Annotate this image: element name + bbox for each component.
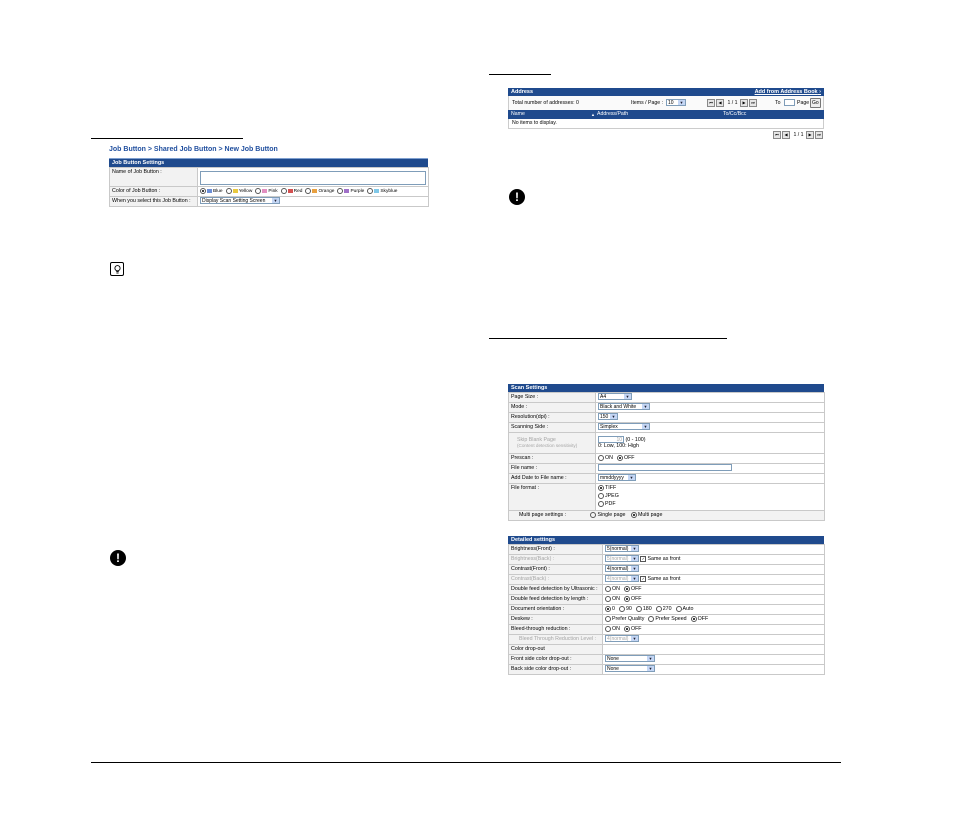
- address-table-header: [508, 110, 824, 119]
- mode-label: Mode :: [509, 403, 596, 413]
- color-option-pink[interactable]: Pink: [255, 189, 277, 194]
- last-page-icon[interactable]: ⏭: [815, 131, 823, 139]
- radio-icon: [605, 606, 611, 612]
- color-swatch-icon: [262, 189, 267, 193]
- color-swatch-icon: [312, 189, 317, 193]
- address-panel: [508, 88, 824, 141]
- when-select-label: When you select this Job Button :: [110, 197, 198, 207]
- scanning-side-label: Scanning Side :: [509, 423, 596, 433]
- last-page-icon[interactable]: ⏭: [749, 99, 757, 107]
- color-options: [198, 187, 429, 197]
- skip-blank-sublabel: (Content detection sensitivity): [517, 443, 578, 448]
- page-footer-rule: [91, 762, 841, 763]
- job-button-settings-panel: [109, 158, 428, 207]
- add-date-select[interactable]: mmddyyyy ▼: [598, 474, 636, 481]
- radio-icon: [619, 606, 625, 612]
- df-ultrasonic-on-radio[interactable]: ON: [605, 586, 620, 592]
- address-toolbar: [508, 96, 824, 110]
- orientation-radio-180[interactable]: 180: [636, 606, 652, 612]
- detailed-settings-header: Detailed settings: [508, 536, 824, 544]
- radio-icon: [648, 616, 654, 622]
- chevron-down-icon: ▼: [632, 546, 637, 552]
- job-button-settings-header: Job Button Settings: [109, 159, 428, 167]
- radio-icon: [255, 188, 261, 194]
- section-underline-scan: [489, 338, 727, 339]
- brightness-front-select[interactable]: 5(normal) ▼: [605, 545, 639, 552]
- bleed-level-label: Bleed Through Reduction Level :: [509, 635, 603, 645]
- radio-icon: [367, 188, 373, 194]
- df-ultrasonic-label: Double feed detection by Ultrasonic :: [509, 585, 603, 595]
- front-dropout-select[interactable]: None ▼: [605, 655, 655, 662]
- scan-settings-panel: Scan Settings Page Size : A4 ▼ Mode : Black and White ▼ Resolution(dpi) : 150 ▼ Scanning Side : Simplex ▼ Skip Blank Page (Content detection sensitivity) 10 (0 - 100) 0: Low, 100: High Prescan : ON OFF File name : Add Date to File name : mmddyyyy ▼ File format : TIFF JPEG PDF Multi page settings : Single page Multi page: [508, 384, 824, 521]
- df-length-label: Double feed detection by length :: [509, 595, 603, 605]
- deskew-radio-prefer-speed[interactable]: Prefer Speed: [648, 616, 686, 622]
- deskew-options: [603, 615, 825, 625]
- chevron-down-icon: ▼: [632, 576, 637, 582]
- radio-icon: [200, 188, 206, 194]
- page-label: Page: [797, 100, 810, 106]
- bleed-level-select[interactable]: 4(normal) ▼: [605, 635, 639, 642]
- bleed-on-radio[interactable]: ON: [605, 626, 620, 632]
- format-tiff-radio[interactable]: TIFF: [598, 484, 822, 492]
- chevron-down-icon: ▼: [629, 475, 634, 481]
- color-option-skyblue[interactable]: Skyblue: [367, 189, 397, 194]
- format-pdf-radio[interactable]: PDF: [598, 500, 822, 508]
- chevron-down-icon: ▼: [648, 666, 653, 672]
- color-dropout-label: Color drop-out: [509, 645, 603, 655]
- file-name-label: File name :: [509, 464, 596, 474]
- color-swatch-icon: [288, 189, 293, 193]
- chevron-down-icon: ▼: [643, 404, 648, 410]
- brightness-back-label: Brightness(Back) :: [509, 555, 603, 565]
- go-button[interactable]: Go: [812, 100, 819, 106]
- color-label: Color of Job Button :: [110, 187, 198, 197]
- breadcrumb: Job Button > Shared Job Button > New Job Button: [109, 146, 278, 153]
- pager-bottom: [508, 129, 824, 141]
- color-option-blue[interactable]: Blue: [200, 189, 223, 194]
- when-select-dropdown[interactable]: Display Scan Setting Screen ▼: [200, 197, 280, 204]
- brightness-same-as-front-checkbox[interactable]: ✓ Same as front: [641, 555, 681, 562]
- column-address-path: Address/Path: [597, 111, 629, 117]
- contrast-back-select[interactable]: 4(normal) ▼: [605, 575, 639, 582]
- prescan-label: Prescan :: [509, 454, 596, 464]
- page-size-select[interactable]: A4 ▼: [598, 393, 632, 400]
- skip-blank-input[interactable]: 10: [598, 436, 624, 443]
- radio-icon: [226, 188, 232, 194]
- orientation-radio-90[interactable]: 90: [619, 606, 632, 612]
- bleed-off-radio[interactable]: OFF: [624, 626, 642, 632]
- prescan-off-radio[interactable]: OFF: [617, 455, 635, 461]
- df-length-off-radio[interactable]: OFF: [624, 596, 642, 602]
- brightness-back-select[interactable]: 5(normal) ▼: [605, 555, 639, 562]
- single-page-radio[interactable]: Single page: [590, 512, 625, 518]
- bleed-through-label: Bleed-through reduction :: [509, 625, 603, 635]
- name-label: Name of Job Button :: [110, 168, 198, 187]
- chevron-down-icon: ▼: [632, 566, 637, 572]
- page-indicator-bottom: 1 / 1: [793, 132, 804, 139]
- deskew-radio-off[interactable]: OFF: [691, 616, 709, 622]
- column-name[interactable]: Name: [511, 111, 525, 117]
- section-underline-left: [91, 138, 243, 139]
- brightness-front-label: Brightness(Front) :: [509, 545, 603, 555]
- file-name-input[interactable]: [598, 464, 732, 471]
- chevron-down-icon: ▼: [273, 198, 278, 204]
- skip-blank-label: Skip Blank Page: [517, 437, 556, 443]
- skip-blank-scale: 0: Low, 100: High: [598, 443, 639, 450]
- total-addresses: Total number of addresses: 0: [512, 100, 579, 106]
- deskew-label: Deskew :: [509, 615, 603, 625]
- resolution-select[interactable]: 150 ▼: [598, 413, 618, 420]
- chevron-down-icon: ▼: [648, 656, 653, 662]
- radio-icon: [605, 616, 611, 622]
- pager-top: [707, 99, 758, 107]
- hint-lightbulb-icon: [110, 262, 124, 276]
- df-length-on-radio[interactable]: ON: [605, 596, 620, 602]
- breadcrumb-new-job-button: New Job Button: [224, 146, 278, 153]
- front-dropout-label: Front side color drop-out :: [509, 655, 603, 665]
- sort-arrow-icon: ▲: [591, 112, 595, 117]
- resolution-label: Resolution(dpi) :: [509, 413, 596, 423]
- page-number-input[interactable]: [784, 99, 795, 106]
- contrast-same-as-front-checkbox[interactable]: ✓ Same as front: [641, 575, 681, 582]
- contrast-back-label: Contrast(Back) :: [509, 575, 603, 585]
- items-per-page-label: Items / Page :: [631, 100, 664, 106]
- color-swatch-icon: [207, 189, 212, 193]
- format-jpeg-radio[interactable]: JPEG: [598, 492, 822, 500]
- detailed-settings-panel: [508, 536, 824, 675]
- to-label: To: [775, 100, 781, 106]
- back-dropout-select[interactable]: None ▼: [605, 665, 655, 672]
- address-empty-row: No items to display.: [508, 119, 824, 129]
- breadcrumb-shared-job-button[interactable]: Shared Job Button: [153, 146, 217, 153]
- section-underline-address: [489, 74, 551, 75]
- color-option-red[interactable]: Red: [281, 189, 303, 194]
- color-option-yellow[interactable]: Yellow: [226, 189, 253, 194]
- prescan-on-radio[interactable]: ON: [598, 455, 613, 461]
- next-page-icon[interactable]: ▶: [806, 131, 814, 139]
- radio-icon: [305, 188, 311, 194]
- add-from-address-book-link[interactable]: Add from Address Book ›: [754, 89, 821, 95]
- add-date-label: Add Date to File name :: [509, 474, 596, 484]
- important-warning-icon-right: !: [509, 189, 525, 205]
- radio-icon: [656, 606, 662, 612]
- orientation-radio-270[interactable]: 270: [656, 606, 672, 612]
- breadcrumb-job-button[interactable]: Job Button: [109, 146, 146, 153]
- file-format-label: File format :: [509, 484, 596, 511]
- prev-page-icon[interactable]: ◀: [782, 131, 790, 139]
- chevron-down-icon: ▼: [611, 414, 616, 420]
- orientation-radio-auto[interactable]: Auto: [676, 606, 694, 612]
- orientation-label: Document orientation :: [509, 605, 603, 615]
- first-page-icon[interactable]: ⏮: [773, 131, 781, 139]
- contrast-front-select[interactable]: 4(normal) ▼: [605, 565, 639, 572]
- important-warning-icon-left: !: [110, 550, 126, 566]
- orientation-radio-0[interactable]: 0: [605, 606, 615, 612]
- items-per-page-select[interactable]: 10 ▼: [666, 99, 686, 106]
- job-button-name-input[interactable]: [200, 171, 426, 185]
- first-page-icon[interactable]: ⏮: [707, 99, 715, 107]
- contrast-front-label: Contrast(Front) :: [509, 565, 603, 575]
- address-header: Address Add from Address Book ›: [508, 88, 824, 96]
- color-swatch-icon: [374, 189, 379, 193]
- page-indicator: 1 / 1: [727, 100, 738, 107]
- page-size-label: Page Size :: [509, 393, 596, 403]
- chevron-down-icon: ▼: [679, 100, 684, 105]
- radio-icon: [691, 616, 697, 622]
- scanning-side-select[interactable]: Simplex ▼: [598, 423, 650, 430]
- column-to-cc-bcc: To/Cc/Bcc: [723, 111, 747, 117]
- color-option-purple[interactable]: Purple: [337, 189, 364, 194]
- radio-icon: [337, 188, 343, 194]
- color-swatch-icon: [233, 189, 238, 193]
- df-ultrasonic-off-radio[interactable]: OFF: [624, 586, 642, 592]
- radio-icon: [676, 606, 682, 612]
- chevron-down-icon: ▼: [632, 636, 637, 642]
- back-dropout-label: Back side color drop-out :: [509, 665, 603, 675]
- color-swatch-icon: [344, 189, 349, 193]
- next-page-icon[interactable]: ▶: [740, 99, 748, 107]
- chevron-down-icon: ▼: [625, 394, 630, 400]
- orientation-options: [603, 605, 825, 615]
- prev-page-icon[interactable]: ◀: [716, 99, 724, 107]
- multi-page-radio[interactable]: Multi page: [631, 512, 662, 518]
- color-option-orange[interactable]: Orange: [305, 189, 334, 194]
- deskew-radio-prefer-quality[interactable]: Prefer Quality: [605, 616, 644, 622]
- mode-select[interactable]: Black and White ▼: [598, 403, 650, 410]
- multi-page-label: Multi page settings :: [519, 512, 567, 518]
- radio-icon: [636, 606, 642, 612]
- radio-icon: [281, 188, 287, 194]
- chevron-down-icon: ▼: [632, 556, 637, 562]
- scan-settings-header: Scan Settings: [508, 384, 824, 392]
- chevron-down-icon: ▼: [643, 424, 648, 430]
